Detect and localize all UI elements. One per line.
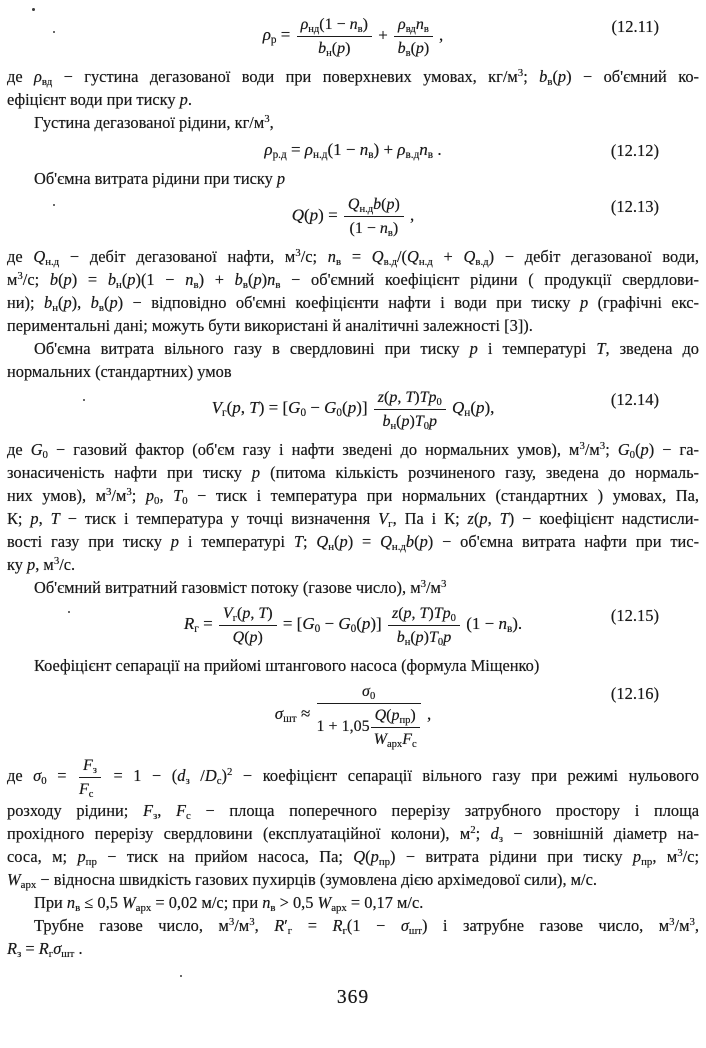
fraction [394,15,433,58]
text-line [7,530,699,553]
text-line [7,438,699,461]
text-line [7,461,699,484]
math-run: $F_с$ [79,781,94,800]
text-line [7,65,699,88]
math-run: При $n_в \le 0,5$ $W_{арх} = 0,02$ м/с; при $n_в > 0,5$ $W_{арх} = 0,17$ м/с. [34,893,424,915]
math-run: $м^3/с$; $b(p) = b_н(p)(1 - n_в) + b_в(p)n_в$ − об'ємний коефіцієнт рідини ( продукції свердлови- [7,270,699,292]
math-run: розходу рідини; $F_з$, $F_с$ − площа поперечного перерізу затрубного простору і площа [7,801,699,823]
math-run: $W_{арх}$ − відносна швидкість газових пухирців (зумовлена дією архімедової сили), м/с. [7,870,597,892]
text-line [7,507,699,530]
math-run: де $\sigma_0$ = [7,766,77,788]
fraction-denominator [79,778,101,799]
math-run: $\rho_{р.д} = \rho_{н.д}(1 - n_в) + \rho_{в.д}n_в$ . [264,140,442,162]
equation-number: (12.16) [610,684,659,703]
paragraph [7,891,699,914]
equation-body [212,388,495,431]
text-line [7,845,699,868]
paragraph [7,111,699,134]
text-line [7,337,699,360]
equation-number: (12.11) [611,17,659,36]
text-line [7,822,699,845]
fraction-denominator [394,37,433,58]
scan-speck [180,975,182,977]
paragraph [7,167,699,190]
paragraph [7,438,699,576]
math-run: z(p, $T)Tp_0$ [377,389,442,408]
page-number: 369 [336,987,370,1008]
math-run: ку p, $м^3/с$. [7,555,76,574]
text-line [7,484,699,507]
math-run: Об'ємна витрата вільного газу в свердловині при тиску p і температурі T, зведена до [34,339,700,358]
fraction-numerator [388,604,460,626]
math-run: Густина дегазованої рідини, $кг/м^3$, [34,113,274,132]
equation-body [292,195,415,238]
fraction [344,195,404,238]
math-run: де $G_0$ − газовий фактор (об'єм газу і нафти зведені до нормальних умов), $м^3/м^3$; $G_0(p) - га-$ [7,440,700,462]
math-run: $R_з = R_г\sigma_{шт}$ . [7,939,83,961]
math-run: Об'ємний витратний газовміст потоку (газове число), $м^3/м^3$ [34,578,447,597]
fraction-denominator [388,626,460,647]
text-line [7,314,699,337]
text-line [7,914,699,937]
math-run: $\sigma_0$ [362,683,376,702]
equation-number: (12.12) [610,141,659,160]
fraction-denominator [317,704,421,749]
text-line [7,937,699,960]
text-line [7,360,699,383]
equation [7,15,699,58]
math-run: ефіцієнт води при тиску p. [7,90,192,109]
text-line [7,576,699,599]
math-run: , [422,704,432,724]
fraction-denominator [219,626,277,647]
text-line [7,756,699,799]
fraction [317,682,421,749]
fraction-numerator [317,682,421,704]
fraction [219,604,277,647]
math-run: , [434,25,444,45]
fraction-denominator [344,217,404,238]
equation-number: (12.15) [610,606,659,625]
equation-body [264,139,441,160]
fraction-numerator [219,604,277,626]
text-line [7,245,699,268]
math-run: Q(p) [232,629,263,646]
fraction-numerator [79,756,101,778]
math-run: де $Q_{н.д}$ − дебіт дегазованої нафти, $м^3/с$; $n_в = Q_{в.д}/(Q_{н.д} + Q_{в.д})$ − дебіт дегазованої води, [7,247,699,269]
fraction-numerator [344,195,404,217]
math-run: , [405,205,415,225]
text-line [7,167,699,190]
math-run: зонасиченість нафти при тиску p (питома кількість розчиненого газу, зведена до нормаль- [7,463,699,482]
fraction [374,388,446,431]
fraction-numerator [374,388,446,410]
text-line [7,891,699,914]
paragraph [7,756,699,891]
fraction [297,15,372,58]
equation-number: (12.14) [610,390,659,409]
math-run: К; p, T − тиск і температура у точці визначення $V_г$, Па і К; z(p, T) − коефіцієнт надстисли- [7,509,699,531]
math-run: $b_н(p)T_0p$ [382,413,438,432]
fraction-denominator [371,728,420,749]
equation-body [263,15,444,58]
text-line [7,268,699,291]
equation [7,139,699,160]
math-run: соса, м; $p_{пр}$ − тиск на прийом насоса, Па; $Q(p_{пр})$ − витрата рідини при тиску $p_{пр}$, $м^3/с$; [7,847,699,869]
equation [7,195,699,238]
math-run: Q(p) = [291,205,342,225]
math-run: периментальні дані; можуть бути використані й аналітичні залежності [3]). [7,316,533,335]
equation [7,604,699,647]
text-line [7,111,699,134]
math-run: + [373,25,393,45]
math-run: вості газу при тиску p і температурі T; $Q_н(p) = Q_{н.д}b(p)$ − об'ємна витрата нафти при тис- [7,532,700,554]
math-run: = $1 - (d_з$ $/D_с)^2$ − коефіцієнт сепарації вільного газу при режимі нульового [102,766,699,788]
fraction-numerator [297,15,372,37]
text-line [7,88,699,111]
fraction-denominator [297,37,372,58]
scan-speck [32,8,35,11]
equation-body [184,604,522,647]
paragraph [7,914,699,960]
fraction [388,604,460,647]
math-run: $\rho_р$ = [262,25,295,47]
math-run: них умов), $м^3/м^3$; $p_0$, $T_0$ − тиск і температура при нормальних (стандартних ) умовах, Па, [7,486,699,508]
text-line [7,553,699,576]
paragraph [7,337,699,383]
fraction-denominator [374,410,446,431]
math-run: Трубне газове число, $м^3/м^3$, $R'_г = R_г(1 - \sigma_{шт})$ і затрубне газове число, $м^3/м^3$, [34,916,699,938]
paragraph [7,65,699,111]
math-run: $Q_н(p)$, [452,398,495,420]
math-run: $\rho_{нд}(1 - n_в)$ [300,16,368,35]
math-run: $\rho_{вд}n_в$ [398,16,429,35]
math-run: $V_г(p$, $T) = [G_0 - G_0(p)]$ [211,398,372,420]
equation-number: (12.13) [610,197,659,216]
fraction-numerator [394,15,433,37]
math-run: ни); $b_н(p)$, $b_в(p)$ − відповідно об'ємні коефіцієнти нафти і води при тиску p (графічні екс- [7,293,699,315]
fraction [371,706,420,749]
math-run: 1 + 1,05 [316,718,370,736]
math-run: $(1 - n_в)$ [349,220,399,239]
equation-body [275,682,431,749]
math-run: $W_{арх}F_с$ [373,731,417,750]
fraction [79,756,101,799]
text-line [7,868,699,891]
text-line [7,291,699,314]
text-line [7,654,699,677]
math-run: $b_н(p)T_0p$ [396,629,452,648]
math-run: $(1 - n_в)$. [461,614,523,636]
paragraph [7,654,699,677]
math-run: $Q(p_{пр})$ [374,707,416,726]
math-run: $\sigma_{шт}$ ≈ [274,704,315,726]
math-run: $Q_{н.д}b(p)$ [347,196,400,215]
math-run: = $[G_0 - G_0(p)]$ [278,614,386,636]
math-run: $b_н(p)$ [318,40,351,59]
math-run: $V_г(p$, T) [222,605,273,624]
paragraph [7,245,699,337]
equation [7,682,699,749]
text-line [7,799,699,822]
math-run: нормальних (стандартних) умов [7,362,232,381]
math-run: $R_г$ = [183,614,217,636]
paragraph [7,576,699,599]
math-run: z(p, $T)Tp_0$ [391,605,456,624]
math-run: $F_з$ [83,757,97,776]
fraction-numerator [371,706,420,728]
math-run: Коефіцієнт сепарації на прийомі штангового насоса (формула Міщенко) [34,656,540,675]
equation [7,388,699,431]
math-run: де $\rho_{вд}$ − густина дегазованої води при поверхневих умовах, $кг/м^3$; $b_в(p)$ − об'ємний ко- [7,67,699,89]
math-run: Об'ємна витрата рідини при тиску p [34,169,286,188]
math-run: $b_в(p)$ [397,40,430,59]
math-run: прохідного перерізу свердловини (експлуатаційної колони), $м^2$; $d_з$ − зовнішній діаметр на- [7,824,699,846]
